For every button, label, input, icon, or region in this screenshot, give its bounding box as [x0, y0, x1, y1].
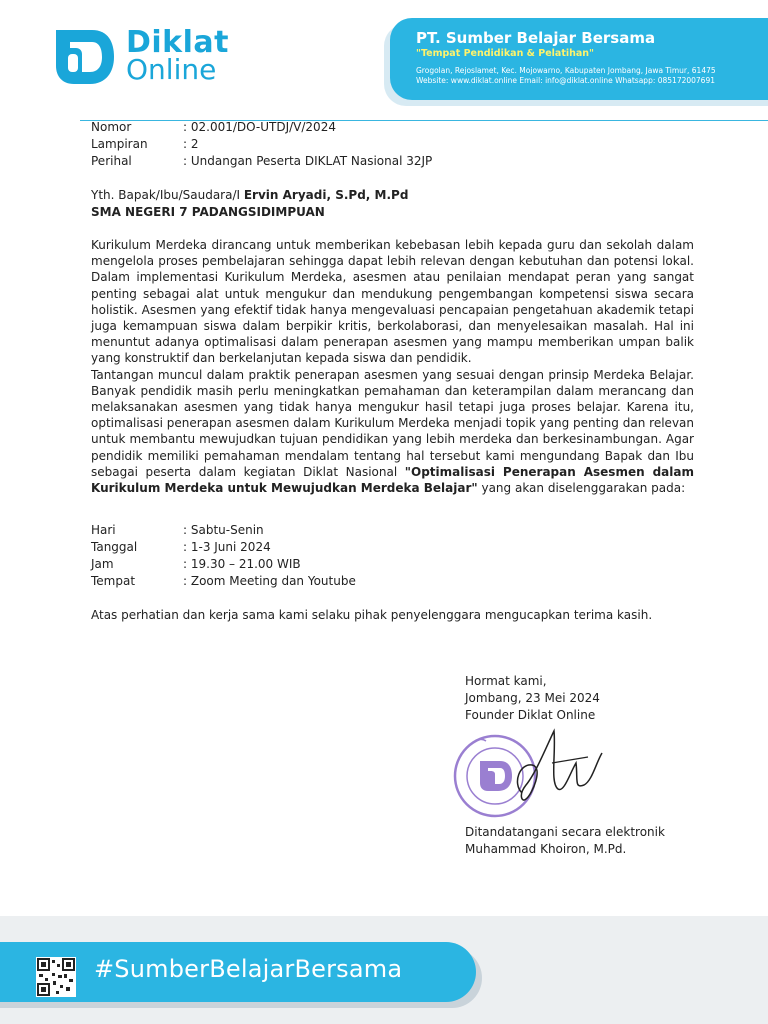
- jam-value: : 19.30 – 21.00 WIB: [183, 557, 301, 571]
- tanggal-row: [91, 539, 271, 556]
- perihal-label: Perihal: [91, 154, 132, 168]
- tanggal-value: : 1-3 Juni 2024: [183, 540, 271, 554]
- hari-label: Hari: [91, 523, 116, 537]
- footer-hashtag: #SumberBelajarBersama: [94, 955, 403, 983]
- diklat-online-logo: [52, 25, 230, 88]
- jam-label: Jam: [91, 557, 114, 571]
- nomor-value: : 02.001/DO-UTDJ/V/2024: [183, 120, 336, 134]
- perihal-row: [91, 153, 432, 170]
- tempat-label: Tempat: [91, 574, 136, 588]
- signature-icon: [492, 723, 612, 823]
- lampiran-row: [91, 136, 199, 153]
- company-info-box: [390, 18, 768, 100]
- company-contact: Website: www.diklat.online Email: info@diklat.online Whatsapp: 085172007691: [416, 76, 716, 85]
- nomor-row: [91, 119, 336, 136]
- hari-row: [91, 522, 264, 539]
- tempat-row: [91, 573, 356, 590]
- sign-role: Founder Diklat Online: [465, 708, 596, 722]
- body-paragraph-1: Kurikulum Merdeka dirancang untuk memberikan kebebasan lebih kepada guru dan sekolah dalam mengelola proses pembelajaran sehingga dapat lebih relevan dengan kebutuhan dan potensi lokal. Dalam implementasi Kurikulum Merdeka, asesmen atau penilaian mendapat peran yang sangat penting sebagai alat untuk mengukur dan mendukung pengembangan kompetensi siswa secara holistik. Asesmen yang efektif tidak hanya mengevaluasi pencapaian pengetahuan akademik tetapi juga kemampuan siswa dalam berpikir kritis, berkolaborasi, dan menyelesaikan masalah. Hal ini menuntut adanya optimalisasi dalam penerapan asesmen yang mampu memberikan umpan balik yang konstruktif dan berkelanjutan kepada siswa dan pendidik.: [91, 238, 694, 366]
- logo-mark-icon: [52, 26, 116, 88]
- stamp-seal: [452, 733, 538, 819]
- tempat-value: : Zoom Meeting dan Youtube: [183, 574, 356, 588]
- paragraph-2-end: yang akan diselenggarakan pada:: [477, 481, 686, 496]
- lampiran-label: Lampiran: [91, 137, 148, 151]
- sign-note: Ditandatangani secara elektronik: [465, 825, 665, 839]
- recipient-prefix: Yth. Bapak/Ibu/Saudara/I: [91, 188, 244, 202]
- recipient-school: SMA NEGERI 7 PADANGSIDIMPUAN: [91, 205, 325, 219]
- event-title: "Optimalisasi Penerapan Asesmen dalam Kurikulum Merdeka untuk Mewujudkan Merdeka Belajar": [91, 464, 694, 496]
- logo-text-online: Online: [126, 53, 217, 86]
- hari-value: : Sabtu-Senin: [183, 523, 264, 537]
- body-paragraph-2: [91, 367, 694, 497]
- qr-code-icon: [36, 957, 76, 997]
- recipient-line: [91, 187, 408, 204]
- recipient-name: Ervin Aryadi, S.Pd, M.Pd: [243, 188, 409, 202]
- closing-sentence: Atas perhatian dan kerja sama kami selaku pihak penyelenggara mengucapkan terima kasih.: [91, 608, 653, 622]
- perihal-value: : Undangan Peserta DIKLAT Nasional 32JP: [183, 154, 433, 168]
- nomor-label: Nomor: [91, 120, 132, 134]
- paragraph-2-text: Tantangan muncul dalam praktik penerapan asesmen yang sesuai dengan prinsip Merdeka Belajar. Banyak pendidik masih perlu meningkatkan pemahaman dan keterampilan dalam merancang dan melaksanakan asesmen yang tidak hanya mengukur hasil tetapi juga proses belajar. Karena itu, optimalisasi penerapan asesmen dalam Kurikulum Merdeka menjadi topik yang penting dan relevan untuk membantu mewujudkan tujuan pendidikan yang lebih merdeka dan berkesinambungan. Agar pendidik memiliki pemahaman mendalam tentang hal tersebut kami mengundang Bapak dan Ibu sebagai peserta dalam kegiatan Diklat Nasional: [91, 367, 694, 479]
- company-address: Grogolan, Rejoslamet, Kec. Mojowarno, Kabupaten Jombang, Jawa Timur, 61475: [416, 66, 716, 75]
- letter-body: [91, 237, 694, 496]
- company-name: PT. Sumber Belajar Bersama: [416, 29, 656, 47]
- jam-row: [91, 556, 301, 573]
- signer-name: Muhammad Khoiron, M.Pd.: [465, 842, 627, 856]
- company-tagline: "Tempat Pendidikan & Pelatihan": [416, 48, 594, 59]
- logo-text-diklat: Diklat: [126, 25, 230, 60]
- sign-place-date: Jombang, 23 Mei 2024: [465, 691, 600, 705]
- sign-greeting: Hormat kami,: [465, 674, 547, 688]
- lampiran-value: : 2: [183, 137, 199, 151]
- tanggal-label: Tanggal: [91, 540, 138, 554]
